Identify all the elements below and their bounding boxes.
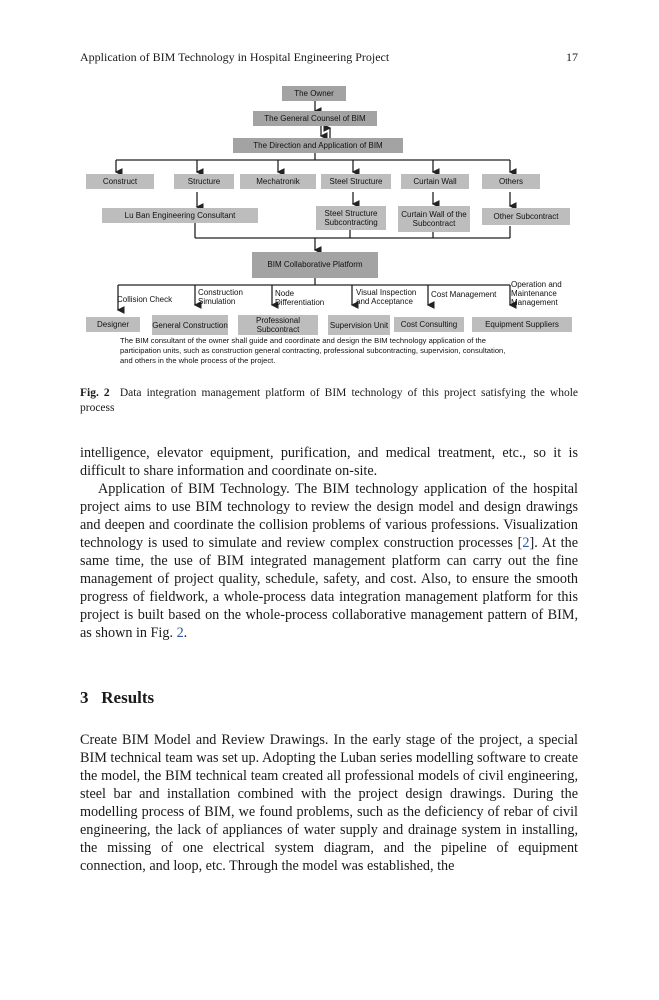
section-number: 3	[80, 688, 89, 707]
operation-maintenance-label: Operation and Maintenance Management	[511, 280, 562, 307]
citation-link[interactable]: 2	[522, 535, 530, 551]
mechatronik-box: Mechatronik	[240, 174, 316, 189]
figure-note: The BIM consultant of the owner shall guide and coordinate and design the BIM technology application of the participation units, such as construction general contracting, professional subcontracting, supervision, consultation, and others in the whole process of the project.	[120, 336, 506, 365]
cost-management-label: Cost Management	[431, 290, 497, 299]
owner-box: The Owner	[282, 86, 346, 101]
running-header	[80, 50, 578, 68]
general-construction-box: General Construction	[152, 315, 228, 335]
body-text-top	[80, 444, 578, 642]
page-number: 17	[566, 50, 578, 64]
node-differentiation-label: Node Differentiation	[275, 289, 325, 307]
other-subcontract-box: Other Subcontract	[482, 208, 570, 225]
paragraph-2-part-a: Application of BIM Technology. The BIM technology application of the hospital project aims to use BIM technology to review the design model and design drawings and deepen and coordinate the collision problems of various professions. Visualization technology is used to simulate and review complex construction processes [	[80, 481, 578, 551]
curtain-wall-box: Curtain Wall	[401, 174, 469, 189]
equipment-suppliers-box: Equipment Suppliers	[472, 317, 572, 332]
lu-ban-consultant-box: Lu Ban Engineering Consultant	[102, 208, 258, 223]
body-text-bottom	[80, 731, 578, 875]
designer-box: Designer	[86, 317, 140, 332]
counsel-box: The General Counsel of BIM	[253, 111, 377, 126]
section-heading	[80, 688, 154, 708]
cost-consulting-box: Cost Consulting	[394, 317, 464, 332]
curtain-subcontract-box: Curtain Wall of the Subcontract	[398, 206, 470, 232]
section-title: Results	[101, 688, 155, 707]
bim-platform-box: BIM Collaborative Platform	[252, 252, 378, 278]
figure-caption	[80, 386, 578, 416]
steel-subcontracting-box: Steel Structure Subcontracting	[316, 206, 386, 230]
paragraph-1: intelligence, elevator equipment, purification, and medical treatment, etc., so it is difficult to share information and coordinate on-site.	[80, 445, 578, 479]
construction-simulation-label: Construction Simulation	[198, 288, 243, 306]
paragraph-2	[80, 480, 578, 642]
paragraph-3: Create BIM Model and Review Drawings. In the early stage of the project, a special BIM technical team was set up. Adopting the Luban series modelling software to create the model, the BIM technical team created all professional models of civil engineering, steel bar and installation combined with the project design drawings. During the modelling process of BIM, we found problems, such as the deficiency of rebar of civil engineering, the lack of appliances of water supply and drainage system in installing, the missing of one electrical system diagram, and the pipeline of equipment connection, and loop, etc. Through the model was established, the	[80, 732, 578, 874]
others-box: Others	[482, 174, 540, 189]
professional-subcontract-box: Professional Subcontract	[238, 315, 318, 335]
construct-box: Construct	[86, 174, 154, 189]
figure-2-diagram	[80, 80, 578, 375]
paragraph-2-part-c: .	[183, 625, 188, 641]
figure-reference-link[interactable]: 2	[176, 625, 184, 641]
caption-text: Data integration management platform of BIM technology of this project satisfying the whole process	[80, 387, 578, 414]
supervision-unit-box: Supervision Unit	[328, 315, 390, 335]
caption-label: Fig. 2	[80, 387, 110, 399]
steel-structure-box: Steel Structure	[321, 174, 391, 189]
visual-inspection-label: Visual Inspection and Acceptance	[356, 288, 417, 306]
direction-box: The Direction and Application of BIM	[233, 138, 403, 153]
paragraph-2-part-b: ]. At the same time, the use of BIM integrated management platform can carry out the fine management of project quality, schedule, safety, and cost. Also, to ensure the smooth progress of fieldwork, a whole-process data integration management platform for this project is built based on the whole-process collaborative management pattern of BIM, as shown in Fig.	[80, 535, 578, 641]
structure-box: Structure	[174, 174, 234, 189]
running-title: Application of BIM Technology in Hospital Engineering Project	[80, 50, 390, 64]
collision-check-label: Collision Check	[117, 295, 173, 304]
